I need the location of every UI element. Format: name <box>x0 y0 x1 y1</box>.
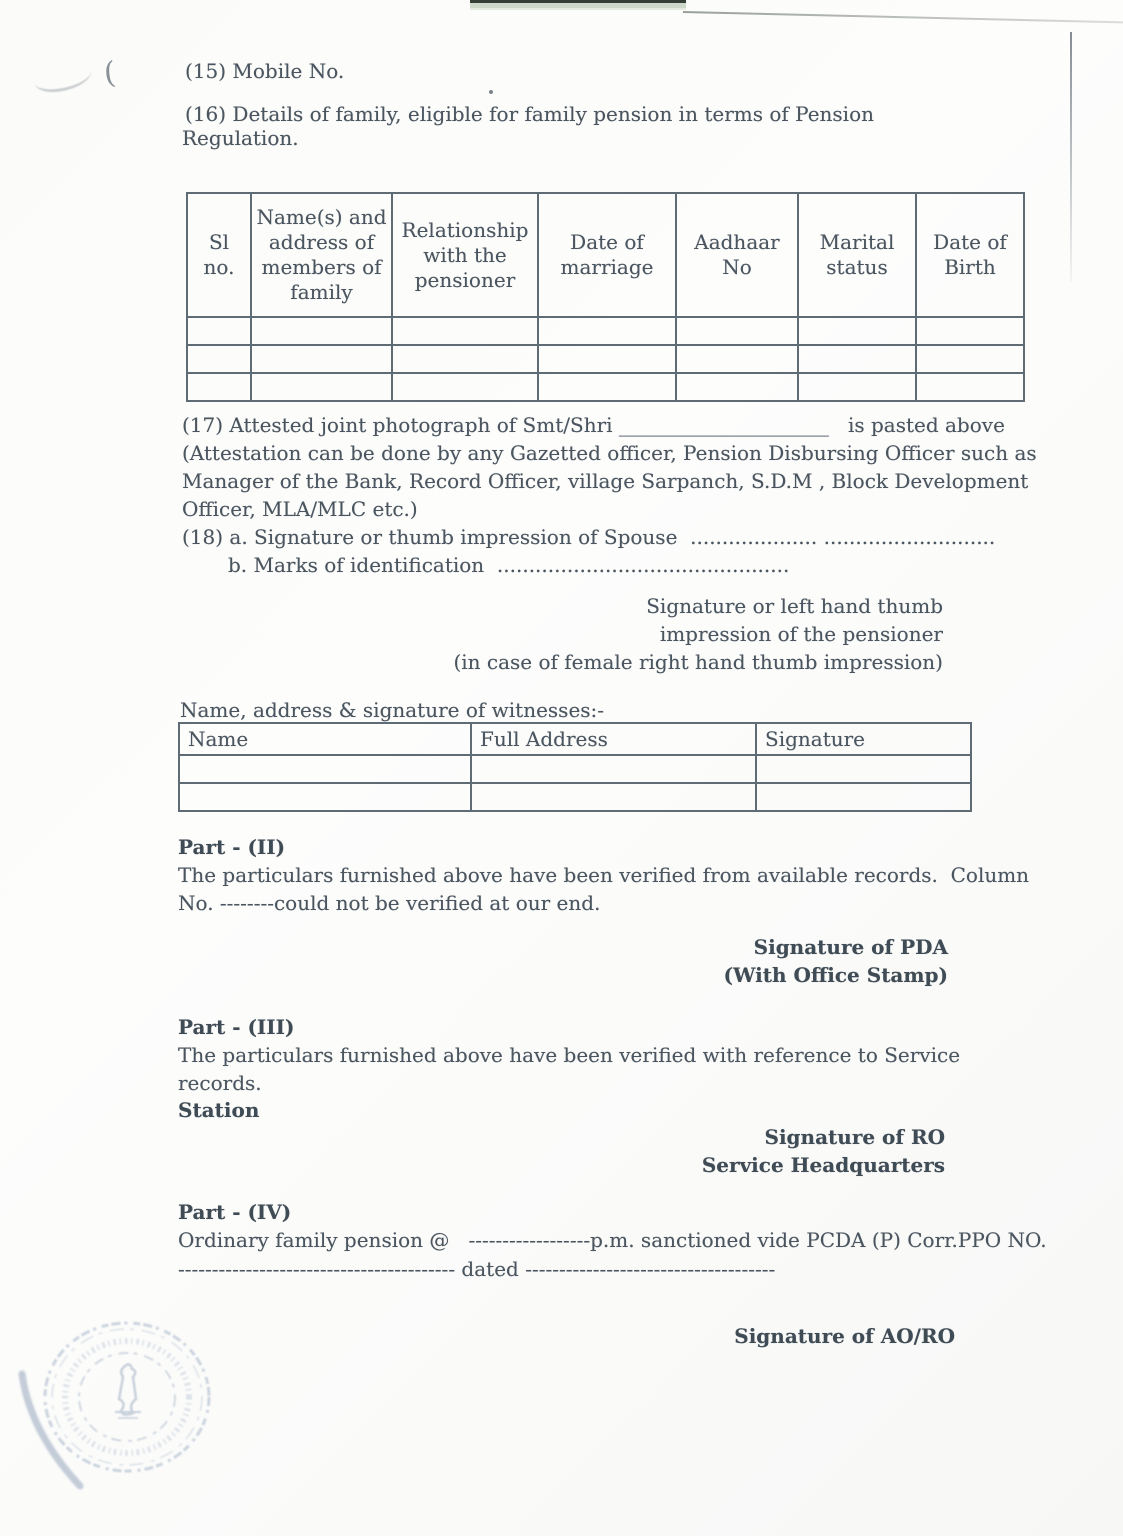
paper-edge-line <box>683 11 1123 24</box>
scan-speck <box>489 90 493 94</box>
pensioner-signature-block <box>453 593 943 675</box>
item-16-line2: Regulation. <box>182 126 299 150</box>
family-table-empty-row <box>187 345 1024 373</box>
item-16-line1: (16) Details of family, eligible for family pension in terms of Pension <box>185 102 874 126</box>
pda-signature-line1: Signature of PDA <box>753 935 948 959</box>
ro-signature-block <box>702 1124 945 1178</box>
ink-smudge-mark <box>32 58 93 95</box>
family-table-empty-row <box>187 373 1024 401</box>
family-table-empty-row <box>187 317 1024 345</box>
part-3-title: Part - (III) <box>178 1015 295 1039</box>
witnesses-table <box>178 722 972 812</box>
col-header-date-of-birth: Date of Birth <box>916 193 1024 317</box>
family-details-table <box>186 192 1025 402</box>
item-18b-marks-of-identification: b. Marks of identification .............................................. <box>228 553 790 577</box>
pda-signature-block <box>724 934 948 988</box>
scan-top-strip <box>470 0 686 10</box>
part-2-title: Part - (II) <box>178 835 286 859</box>
item-15-mobile-no: (15) Mobile No. <box>185 59 345 83</box>
col-header-relationship: Relationship with the pensioner <box>392 193 538 317</box>
part-3-line2: records. <box>178 1071 262 1095</box>
part-2-line1: The particulars furnished above have been verified from available records. Column <box>178 863 1030 887</box>
witnesses-empty-row <box>179 755 971 783</box>
family-table-header-row <box>187 193 1024 317</box>
stray-pen-paren-mark: ( <box>102 55 118 92</box>
witnesses-header-row <box>179 723 971 755</box>
part-3-line1: The particulars furnished above have been verified with reference to Service <box>178 1043 961 1067</box>
item-17-line1: (17) Attested joint photograph of Smt/Shri _____________________ is pasted above <box>182 413 1005 437</box>
part-3-station-label: Station <box>178 1098 260 1122</box>
aoro-signature-label: Signature of AO/RO <box>734 1324 955 1348</box>
item-17-line2: (Attestation can be done by any Gazetted officer, Pension Disbursing Officer such as <box>182 441 1037 465</box>
col-header-marital-status: Marital status <box>798 193 916 317</box>
col-header-name: Name <box>179 723 471 755</box>
col-header-signature: Signature <box>756 723 971 755</box>
scan-vertical-crease <box>1070 32 1072 282</box>
col-header-date-of-marriage: Date of marriage <box>538 193 676 317</box>
ro-signature-line1: Signature of RO <box>764 1125 945 1149</box>
ro-signature-line2: Service Headquarters <box>701 1153 945 1177</box>
item-17-line3: Manager of the Bank, Record Officer, village Sarpanch, S.D.M , Block Development <box>182 469 1029 493</box>
col-header-aadhaar-no: Aadhaar No <box>676 193 798 317</box>
part-4-title: Part - (IV) <box>178 1200 292 1224</box>
part-4-line1: Ordinary family pension @ ------------------p.m. sanctioned vide PCDA (P) Corr.PPO NO. <box>178 1228 1047 1252</box>
pensioner-signature-line3: (in case of female right hand thumb impression) <box>453 650 943 674</box>
witnesses-empty-row <box>179 783 971 811</box>
government-round-stamp-icon <box>12 1312 252 1536</box>
col-header-full-address: Full Address <box>471 723 756 755</box>
part-4-line2: ----------------------------------------- dated ------------------------------------- <box>178 1257 776 1281</box>
col-header-sl-no: Sl no. <box>187 193 251 317</box>
item-17-line4: Officer, MLA/MLC etc.) <box>182 497 418 521</box>
pda-signature-line2: (With Office Stamp) <box>723 963 948 987</box>
pensioner-signature-line1: Signature or left hand thumb <box>646 594 943 618</box>
col-header-name-address: Name(s) and address of members of family <box>251 193 392 317</box>
part-2-line2: No. --------could not be verified at our end. <box>178 891 601 915</box>
item-18a-spouse-signature: (18) a. Signature or thumb impression of Spouse .................... ........................... <box>182 525 996 549</box>
witnesses-heading: Name, address & signature of witnesses:- <box>180 698 605 722</box>
pensioner-signature-line2: impression of the pensioner <box>659 622 943 646</box>
